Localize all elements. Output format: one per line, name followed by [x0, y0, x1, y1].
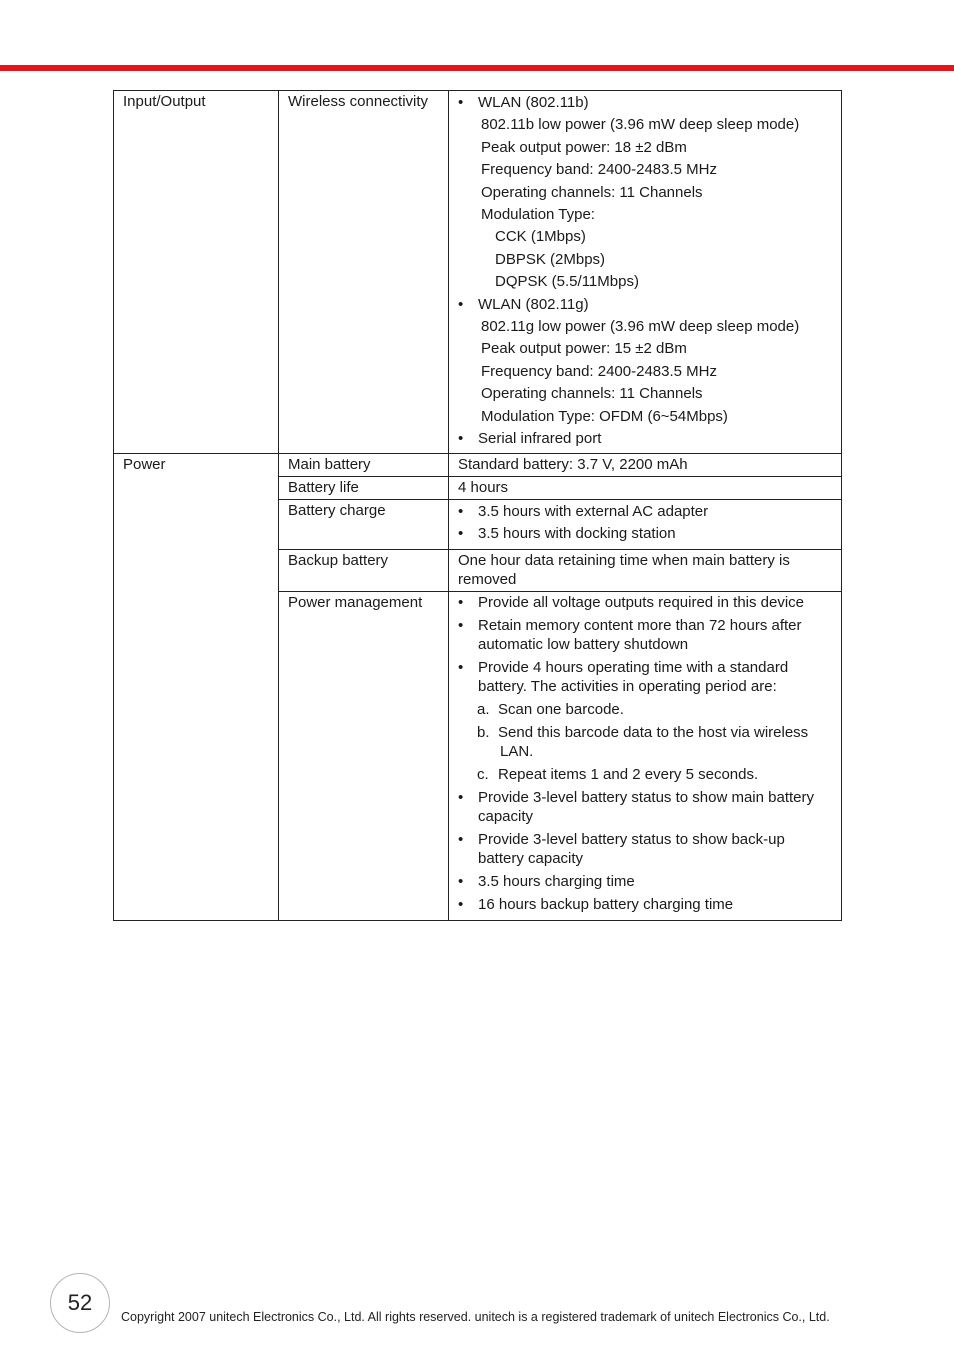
spec-line: Modulation Type: [481, 206, 595, 224]
modulation-line: CCK (1Mbps) [495, 228, 586, 246]
category-cell: Input/Output [114, 91, 279, 454]
value-cell: One hour data retaining time when main battery is removed [449, 550, 842, 592]
spec-line: Operating channels: 11 Channels [481, 385, 703, 403]
spec-line: 802.11b low power (3.96 mW deep sleep mode) [481, 116, 800, 134]
spec-line: 802.11g low power (3.96 mW deep sleep mode) [481, 318, 800, 336]
list-item: • 3.5 hours with docking station [458, 523, 832, 545]
page-number: 52 [50, 1273, 110, 1333]
item-cell: Wireless connectivity [279, 91, 449, 454]
sub-marker: b. [477, 724, 490, 742]
header-red-rule [0, 65, 954, 71]
value-cell [449, 499, 842, 550]
list-item: • Retain memory content more than 72 hours after automatic low battery shutdown [458, 616, 832, 654]
sub-marker: a. [477, 701, 490, 719]
list-item: • Provide all voltage outputs required in this device [458, 593, 832, 612]
spec-line: Peak output power: 15 ±2 dBm [481, 340, 687, 358]
sub-marker: c. [477, 766, 489, 784]
copyright-text: Copyright 2007 unitech Electronics Co., Ltd. All rights reserved. unitech is a registered trademark of unitech Electronics Co., Ltd. [121, 1310, 830, 1324]
spec-line: Frequency band: 2400-2483.5 MHz [481, 362, 717, 380]
item-cell: Power management [279, 592, 449, 921]
category-cell: Power [114, 453, 279, 921]
list-item: • Provide 3-level battery status to show back-up battery capacity [458, 830, 832, 868]
list-item: • 16 hours backup battery charging time [458, 895, 832, 914]
item-cell: Main battery [279, 453, 449, 476]
sub-text: Send this barcode data to the host via wireless [498, 724, 809, 742]
spec-line: Modulation Type: OFDM (6~54Mbps) [481, 407, 728, 425]
list-item: • 3.5 hours with external AC adapter [458, 501, 832, 523]
spec-table [113, 90, 842, 921]
list-item: • WLAN (802.11b) [458, 92, 832, 114]
sub-text: Repeat items 1 and 2 every 5 seconds. [498, 766, 759, 784]
list-item: • Serial infrared port [458, 428, 832, 450]
sub-list-item [458, 765, 832, 784]
list-item: • Provide 3-level battery status to show main battery capacity [458, 788, 832, 826]
list-item: • WLAN (802.11g) [458, 294, 832, 316]
table-row [114, 453, 842, 476]
item-cell: Backup battery [279, 550, 449, 592]
sub-list-item [458, 723, 832, 761]
value-cell [449, 91, 842, 454]
sub-list-item [458, 700, 832, 719]
spec-line: Frequency band: 2400-2483.5 MHz [481, 161, 717, 179]
list-item: • 3.5 hours charging time [458, 872, 832, 891]
sub-text: Scan one barcode. [498, 701, 624, 719]
value-cell [449, 592, 842, 921]
table-row [114, 91, 842, 454]
spec-line: Operating channels: 11 Channels [481, 183, 703, 201]
spec-line: Peak output power: 18 ±2 dBm [481, 138, 687, 156]
item-cell: Battery charge [279, 499, 449, 550]
value-cell: Standard battery: 3.7 V, 2200 mAh [449, 453, 842, 476]
value-cell: 4 hours [449, 476, 842, 499]
modulation-line: DBPSK (2Mbps) [495, 250, 606, 268]
sub-text-continued: LAN. [500, 743, 534, 761]
list-item: • Provide 4 hours operating time with a standard battery. The activities in operating period are: [458, 658, 832, 696]
item-cell: Battery life [279, 476, 449, 499]
modulation-line: DQPSK (5.5/11Mbps) [495, 273, 639, 291]
